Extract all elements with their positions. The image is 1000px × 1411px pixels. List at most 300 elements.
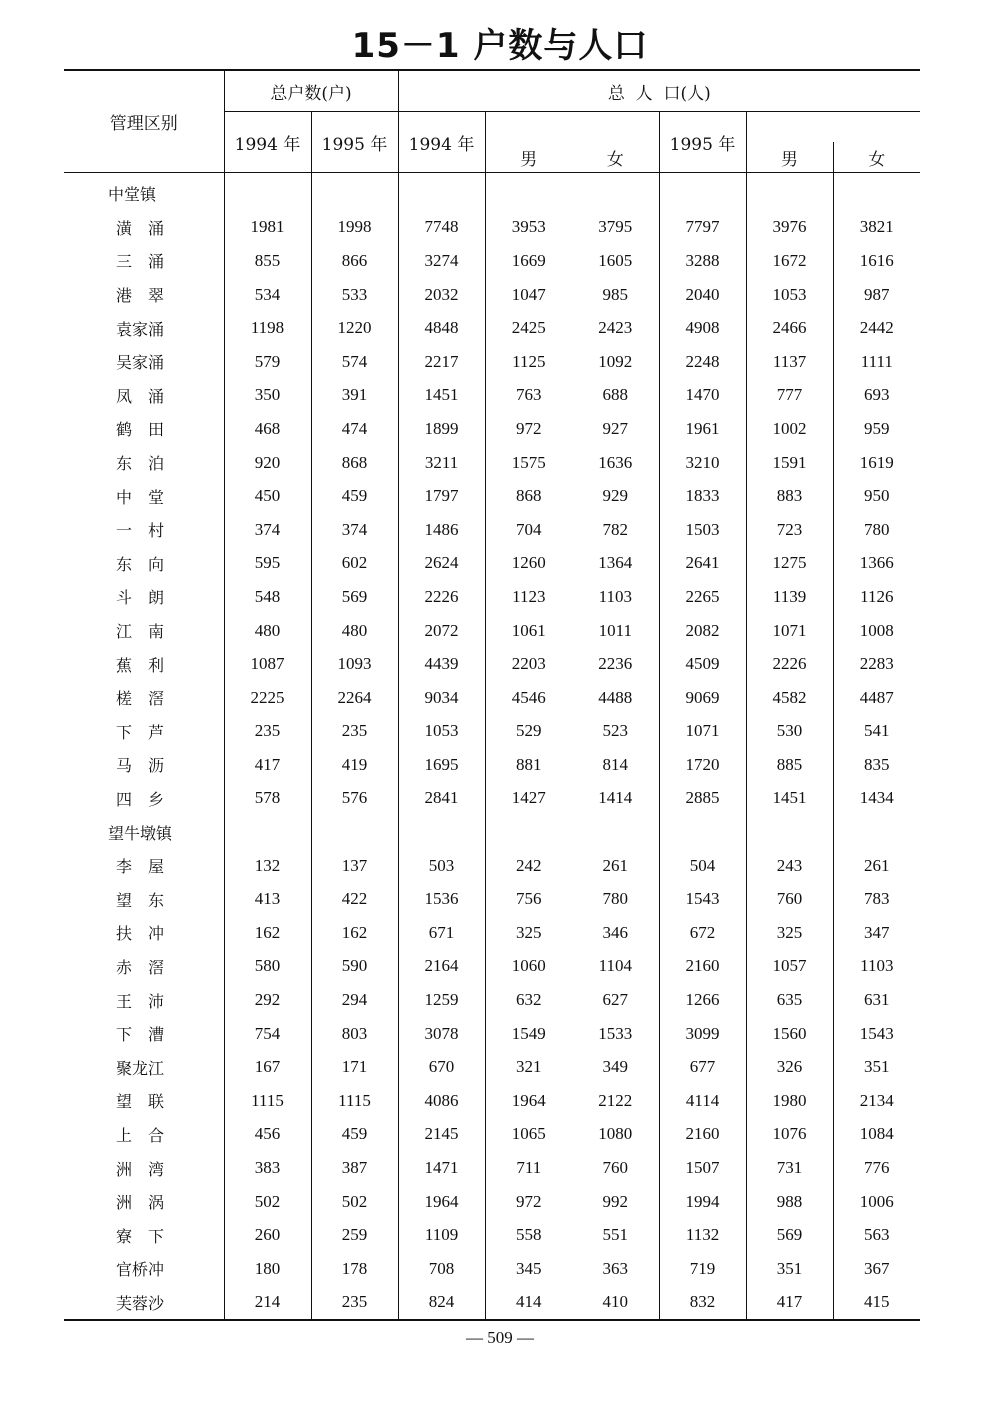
town-row — [64, 815, 920, 849]
table-cell: 1198 — [224, 311, 311, 345]
table-cell: 551 — [602, 1225, 629, 1245]
table-cell: 2885 — [659, 782, 746, 816]
table-cell: 1964 — [485, 1084, 572, 1118]
table-cell: 719 — [659, 1252, 746, 1286]
table-cell: 468 — [224, 412, 311, 446]
table-row — [64, 782, 920, 816]
table-cell: 1275 — [746, 547, 833, 581]
table-cell — [572, 173, 659, 211]
table-cell: 569 — [746, 1218, 833, 1252]
table-cell: 1536 — [398, 882, 485, 916]
table-cell: 345 — [485, 1252, 572, 1286]
table-row — [64, 1017, 920, 1051]
table-cell: 3976 — [746, 211, 833, 245]
table-cell: 1797 — [398, 479, 485, 513]
table-cell: 259 — [311, 1218, 398, 1252]
table-cell — [833, 815, 920, 849]
table-cell: 708 — [398, 1252, 485, 1286]
table-cell: 2624 — [398, 547, 485, 581]
table-cell: 548 — [224, 580, 311, 614]
table-row — [64, 849, 920, 883]
table-cell: 1061 — [485, 614, 572, 648]
table-cell: 243 — [746, 849, 833, 883]
table-cell: 417 — [224, 748, 311, 782]
table-cell: 132 — [224, 849, 311, 883]
table-cell: 2082 — [659, 614, 746, 648]
table-cell — [224, 173, 311, 211]
female-1995-header: 女 — [833, 142, 920, 173]
page-number: — 509 — — [466, 1328, 534, 1347]
table-row — [64, 1286, 920, 1321]
table-cell: 351 — [833, 1050, 920, 1084]
table-cell: 760 — [602, 1158, 629, 1178]
table-cell: 2145 — [398, 1118, 485, 1152]
area-name: 王沛 — [116, 991, 181, 1011]
table-row — [64, 1218, 920, 1252]
area-name: 江南 — [116, 622, 181, 642]
table-cell: 502 — [311, 1185, 398, 1219]
table-row — [64, 681, 920, 715]
table-cell: 1080 — [598, 1124, 633, 1144]
area-name: 蕉利 — [116, 655, 181, 675]
table-cell: 417 — [746, 1286, 833, 1321]
male-1994-header: 男 — [485, 142, 572, 173]
table-cell: 1549 — [485, 1017, 572, 1051]
table-cell: 1103 — [598, 586, 632, 606]
table-cell: 4114 — [659, 1084, 746, 1118]
table-row — [64, 211, 920, 245]
table-cell: 533 — [311, 278, 398, 312]
area-name: 潢涌 — [116, 218, 181, 238]
area-name: 鹤田 — [116, 420, 181, 440]
table-cell: 1451 — [398, 379, 485, 413]
table-row — [64, 278, 920, 312]
households-1995-header: 1995 年 — [311, 112, 398, 173]
table-cell: 1616 — [833, 244, 920, 278]
table-cell: 1605 — [598, 250, 633, 270]
table-cell: 2466 — [746, 311, 833, 345]
table-cell: 988 — [746, 1185, 833, 1219]
table-cell: 602 — [311, 547, 398, 581]
table-cell: 1503 — [659, 513, 746, 547]
table-cell — [659, 173, 746, 211]
table-row — [64, 446, 920, 480]
table-cell: 4488 — [598, 687, 633, 707]
table-cell: 832 — [659, 1286, 746, 1321]
population-1994-header: 1994 年 — [398, 112, 485, 173]
table-cell: 1434 — [833, 782, 920, 816]
table-cell: 677 — [659, 1050, 746, 1084]
page-title: 15－1 户数与人口 — [351, 26, 649, 66]
table-cell: 474 — [311, 412, 398, 446]
table-cell: 1507 — [659, 1151, 746, 1185]
table-cell: 1057 — [746, 950, 833, 984]
area-name: 上合 — [116, 1125, 181, 1145]
table-cell: 1543 — [659, 882, 746, 916]
table-cell — [398, 173, 485, 211]
table-cell: 363 — [602, 1258, 629, 1278]
table-cell: 1998 — [311, 211, 398, 245]
table-cell: 413 — [224, 882, 311, 916]
area-name: 扶冲 — [116, 924, 181, 944]
table-cell: 2203 — [485, 647, 572, 681]
table-row — [64, 311, 920, 345]
table-cell: 4546 — [485, 681, 572, 715]
table-cell: 959 — [833, 412, 920, 446]
table-cell: 1053 — [398, 715, 485, 749]
table-cell: 731 — [746, 1151, 833, 1185]
table-cell: 2442 — [833, 311, 920, 345]
table-cell: 1220 — [311, 311, 398, 345]
table-cell: 1060 — [485, 950, 572, 984]
table-row — [64, 882, 920, 916]
area-name: 下漕 — [116, 1025, 181, 1045]
table-cell: 1543 — [833, 1017, 920, 1051]
table-cell: 1076 — [746, 1118, 833, 1152]
table-cell: 450 — [224, 479, 311, 513]
table-cell: 167 — [224, 1050, 311, 1084]
table-cell: 1139 — [746, 580, 833, 614]
table-row — [64, 1084, 920, 1118]
table-cell: 214 — [224, 1286, 311, 1321]
table-row — [64, 345, 920, 379]
table-cell: 3821 — [833, 211, 920, 245]
table-cell — [746, 815, 833, 849]
table-cell: 422 — [311, 882, 398, 916]
table-cell: 294 — [311, 983, 398, 1017]
table-cell: 1619 — [833, 446, 920, 480]
table-cell: 563 — [833, 1218, 920, 1252]
table-cell: 1053 — [746, 278, 833, 312]
table-cell: 3211 — [398, 446, 485, 480]
table-cell: 419 — [311, 748, 398, 782]
table-cell: 235 — [311, 1286, 398, 1321]
table-cell: 523 — [602, 721, 629, 741]
table-cell: 2160 — [659, 950, 746, 984]
table-row — [64, 412, 920, 446]
town-row — [64, 173, 920, 211]
table-cell: 1470 — [659, 379, 746, 413]
area-name: 寮下 — [116, 1226, 181, 1246]
population-1995-header: 1995 年 — [659, 112, 746, 173]
table-cell: 325 — [485, 916, 572, 950]
table-row — [64, 916, 920, 950]
table-cell: 2225 — [224, 681, 311, 715]
table-cell: 459 — [311, 479, 398, 513]
table-cell: 885 — [746, 748, 833, 782]
table-cell: 534 — [224, 278, 311, 312]
table-cell: 2134 — [833, 1084, 920, 1118]
table-cell: 1008 — [833, 614, 920, 648]
area-name: 中堂 — [116, 487, 181, 507]
table-cell: 1964 — [398, 1185, 485, 1219]
table-cell: 541 — [833, 715, 920, 749]
table-row — [64, 715, 920, 749]
table-cell: 162 — [311, 916, 398, 950]
table-cell: 1451 — [746, 782, 833, 816]
male-1995-header: 男 — [746, 142, 833, 173]
table-cell: 2425 — [485, 311, 572, 345]
table-cell: 347 — [833, 916, 920, 950]
table-cell: 2226 — [398, 580, 485, 614]
table-cell: 350 — [224, 379, 311, 413]
table-cell: 1104 — [598, 956, 632, 976]
table-cell: 578 — [224, 782, 311, 816]
table-cell: 927 — [602, 418, 629, 438]
table-cell: 2264 — [311, 681, 398, 715]
table-cell: 9069 — [659, 681, 746, 715]
table-row — [64, 748, 920, 782]
table-cell: 1980 — [746, 1084, 833, 1118]
table-row — [64, 1252, 920, 1286]
table-cell: 415 — [833, 1286, 920, 1321]
area-name: 吴家涌 — [116, 353, 165, 373]
table-cell: 391 — [311, 379, 398, 413]
table-cell: 456 — [224, 1118, 311, 1152]
table-cell — [746, 173, 833, 211]
area-name: 一村 — [116, 521, 181, 541]
table-cell: 504 — [659, 849, 746, 883]
table-cell: 2226 — [746, 647, 833, 681]
table-cell: 4908 — [659, 311, 746, 345]
area-name: 槎滘 — [116, 689, 181, 709]
table-cell: 760 — [746, 882, 833, 916]
table-cell: 325 — [746, 916, 833, 950]
table-cell: 574 — [311, 345, 398, 379]
table-cell: 776 — [833, 1151, 920, 1185]
table-cell: 1115 — [224, 1084, 311, 1118]
table-cell: 1266 — [659, 983, 746, 1017]
table-cell: 4582 — [746, 681, 833, 715]
table-cell: 1366 — [833, 547, 920, 581]
table-cell: 1065 — [485, 1118, 572, 1152]
table-cell: 1486 — [398, 513, 485, 547]
table-cell: 1720 — [659, 748, 746, 782]
table-cell: 1533 — [598, 1023, 633, 1043]
table-cell: 672 — [659, 916, 746, 950]
table-cell: 374 — [224, 513, 311, 547]
area-name: 东向 — [116, 554, 181, 574]
population-table — [64, 69, 920, 1321]
table-cell: 929 — [602, 486, 629, 506]
table-cell: 1899 — [398, 412, 485, 446]
table-cell: 383 — [224, 1151, 311, 1185]
table-cell: 162 — [224, 916, 311, 950]
table-cell: 529 — [485, 715, 572, 749]
table-cell: 756 — [485, 882, 572, 916]
table-cell: 868 — [485, 479, 572, 513]
table-cell: 1126 — [833, 580, 920, 614]
table-cell: 1427 — [485, 782, 572, 816]
table-cell: 2040 — [659, 278, 746, 312]
area-name: 望东 — [116, 890, 181, 910]
table-cell: 530 — [746, 715, 833, 749]
table-cell: 693 — [833, 379, 920, 413]
table-cell: 866 — [311, 244, 398, 278]
table-cell: 576 — [311, 782, 398, 816]
table-cell: 2283 — [833, 647, 920, 681]
table-cell: 4439 — [398, 647, 485, 681]
table-cell: 2032 — [398, 278, 485, 312]
table-cell: 2248 — [659, 345, 746, 379]
table-cell: 2122 — [598, 1090, 633, 1110]
table-cell: 1591 — [746, 446, 833, 480]
table-cell: 1833 — [659, 479, 746, 513]
table-cell: 590 — [311, 950, 398, 984]
table-body — [64, 173, 920, 1321]
table-cell: 723 — [746, 513, 833, 547]
table-cell: 7748 — [398, 211, 485, 245]
table-cell: 503 — [398, 849, 485, 883]
households-1994-header: 1994 年 — [224, 112, 311, 173]
table-cell: 3210 — [659, 446, 746, 480]
table-cell: 1047 — [485, 278, 572, 312]
table-cell: 3099 — [659, 1017, 746, 1051]
table-cell: 688 — [602, 385, 629, 405]
table-cell: 2072 — [398, 614, 485, 648]
table-cell: 2236 — [598, 654, 633, 674]
table-cell: 763 — [485, 379, 572, 413]
area-name: 望联 — [116, 1092, 181, 1112]
table-cell: 782 — [602, 519, 629, 539]
table-cell: 671 — [398, 916, 485, 950]
table-cell: 349 — [602, 1057, 629, 1077]
area-name: 聚龙江 — [116, 1058, 165, 1078]
table-cell: 881 — [485, 748, 572, 782]
table-row — [64, 513, 920, 547]
table-cell: 920 — [224, 446, 311, 480]
table-row — [64, 379, 920, 413]
table-cell: 2641 — [659, 547, 746, 581]
table-cell: 1125 — [485, 345, 572, 379]
table-cell — [398, 815, 485, 849]
area-name: 洲涡 — [116, 1193, 181, 1213]
table-cell: 171 — [311, 1050, 398, 1084]
table-cell: 1092 — [598, 351, 633, 371]
table-cell: 235 — [224, 715, 311, 749]
table-cell: 1137 — [746, 345, 833, 379]
area-name: 四乡 — [116, 789, 181, 809]
table-cell: 1006 — [833, 1185, 920, 1219]
table-cell: 1002 — [746, 412, 833, 446]
table-cell: 868 — [311, 446, 398, 480]
table-cell: 987 — [833, 278, 920, 312]
table-cell: 1259 — [398, 983, 485, 1017]
table-cell: 1672 — [746, 244, 833, 278]
table-cell: 367 — [833, 1252, 920, 1286]
female-1994-header: 女 — [572, 142, 659, 173]
table-cell: 4848 — [398, 311, 485, 345]
table-cell: 2164 — [398, 950, 485, 984]
area-name: 官桥冲 — [116, 1260, 165, 1280]
table-cell: 777 — [746, 379, 833, 413]
table-cell: 1071 — [746, 614, 833, 648]
table-cell: 235 — [311, 715, 398, 749]
table-cell: 814 — [602, 754, 629, 774]
table-cell: 480 — [311, 614, 398, 648]
table-cell: 972 — [485, 412, 572, 446]
table-cell: 1123 — [485, 580, 572, 614]
table-cell: 1011 — [598, 620, 632, 640]
table-row — [64, 1151, 920, 1185]
table-cell — [311, 173, 398, 211]
table-cell: 178 — [311, 1252, 398, 1286]
area-name: 赤滘 — [116, 957, 181, 977]
table-cell — [311, 815, 398, 849]
table-cell: 780 — [833, 513, 920, 547]
table-row — [64, 580, 920, 614]
table-cell: 3795 — [598, 217, 633, 237]
table-cell: 1471 — [398, 1151, 485, 1185]
table-cell: 326 — [746, 1050, 833, 1084]
table-cell: 1087 — [224, 647, 311, 681]
table-cell: 292 — [224, 983, 311, 1017]
table-cell: 632 — [485, 983, 572, 1017]
area-header: 管理区别 — [64, 70, 224, 173]
table-cell: 2160 — [659, 1118, 746, 1152]
area-name: 洲湾 — [116, 1159, 181, 1179]
table-cell: 261 — [602, 855, 629, 875]
area-name: 中堂镇 — [108, 185, 157, 205]
area-name: 芙蓉沙 — [64, 1286, 224, 1321]
area-name: 三涌 — [116, 252, 181, 272]
table-cell: 351 — [746, 1252, 833, 1286]
table-cell: 4509 — [659, 647, 746, 681]
table-cell: 480 — [224, 614, 311, 648]
table-row — [64, 647, 920, 681]
table-cell: 9034 — [398, 681, 485, 715]
table-cell: 3274 — [398, 244, 485, 278]
table-cell: 1994 — [659, 1185, 746, 1219]
table-cell: 950 — [833, 479, 920, 513]
table-cell: 414 — [485, 1286, 572, 1321]
table-cell: 972 — [485, 1185, 572, 1219]
table-cell: 242 — [485, 849, 572, 883]
area-name: 港翠 — [116, 286, 181, 306]
table-cell: 1084 — [833, 1118, 920, 1152]
table-cell: 824 — [398, 1286, 485, 1321]
table-cell: 883 — [746, 479, 833, 513]
table-row — [64, 244, 920, 278]
table-cell — [659, 815, 746, 849]
table-cell: 459 — [311, 1118, 398, 1152]
area-name: 望牛墩镇 — [108, 823, 173, 843]
table-cell — [224, 815, 311, 849]
table-cell: 1132 — [659, 1218, 746, 1252]
table-cell: 3078 — [398, 1017, 485, 1051]
table-row — [64, 1050, 920, 1084]
table-cell: 670 — [398, 1050, 485, 1084]
table-cell: 580 — [224, 950, 311, 984]
table-cell: 1109 — [398, 1218, 485, 1252]
table-cell: 502 — [224, 1185, 311, 1219]
table-cell: 260 — [224, 1218, 311, 1252]
table-cell: 992 — [602, 1191, 629, 1211]
table-cell: 1961 — [659, 412, 746, 446]
table-cell: 1560 — [746, 1017, 833, 1051]
table-cell: 704 — [485, 513, 572, 547]
table-cell: 1071 — [659, 715, 746, 749]
table-cell: 1115 — [311, 1084, 398, 1118]
table-cell: 558 — [485, 1218, 572, 1252]
table-cell: 2217 — [398, 345, 485, 379]
table-cell: 855 — [224, 244, 311, 278]
table-row — [64, 479, 920, 513]
table-cell: 1669 — [485, 244, 572, 278]
table-cell: 783 — [833, 882, 920, 916]
table-cell: 1260 — [485, 547, 572, 581]
table-cell: 835 — [833, 748, 920, 782]
